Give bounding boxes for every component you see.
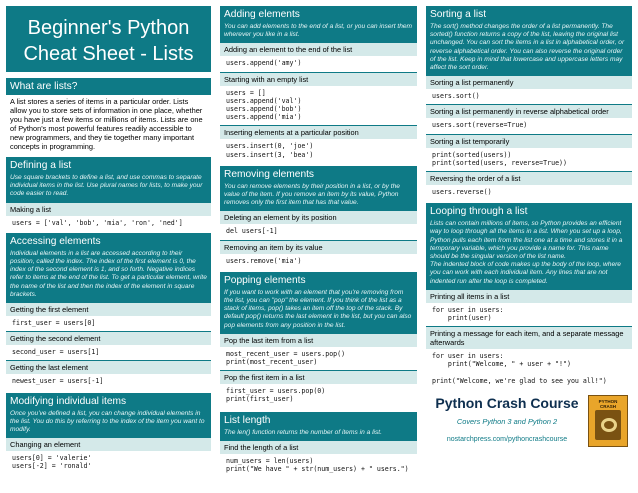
page-title [6, 6, 211, 72]
reverse-order-subhead: Reversing the order of a list [426, 171, 632, 185]
remove-code: users.remove('mia') [220, 254, 417, 269]
column-3 [426, 6, 632, 489]
sort-temporary-code: print(sorted(users)) print(sorted(users, reverse=True)) [426, 148, 632, 171]
section-sorting-heading: Sorting a list [426, 6, 632, 23]
section-accessing-intro: Individual elements in a list are accessed according to their position, called the index. The index of the first element is 0, the index of the second element is 1, and so forth. Negative indices refer to items at the end of the list. To get a particular element, write the name of the list and then the index of the element in square brackets. [6, 250, 211, 302]
first-element-subhead: Getting the first element [6, 302, 211, 316]
title-line-1: Beginner's Python [27, 17, 190, 39]
last-element-subhead: Getting the last element [6, 360, 211, 374]
section-adding-intro: You can add elements to the end of a list, or you can insert them wherever you like in a list. [220, 23, 417, 42]
book-cover-title: PYTHON CRASH [598, 399, 618, 410]
section-defining-heading: Defining a list [6, 157, 211, 174]
book-url-link[interactable]: nostarchpress.com/pythoncrashcourse [446, 436, 568, 444]
book-subtitle: Covers Python 3 and Python 2 [456, 417, 558, 427]
section-modifying-heading: Modifying individual items [6, 393, 211, 410]
insert-code: users.insert(0, 'joe') users.insert(3, 'bea') [220, 139, 417, 162]
pop-first-code: first_user = users.pop(0) print(first_user) [220, 384, 417, 407]
second-element-subhead: Getting the second element [6, 331, 211, 345]
section-length-intro: The len() function returns the number of items in a list. [220, 429, 417, 440]
section-what-are-lists-body: A list stores a series of items in a particular order. Lists allow you to store sets of information in one place, whether you have just a few items or millions of items. Lists are one of Python's most powerful features readily accessible to new programmers, and they tie together many important concepts in programming. [6, 95, 211, 154]
section-modifying-intro: Once you've defined a list, you can change individual elements in the list. You do this by referring to the index of the item you want to modify. [6, 410, 211, 438]
print-message-code: for user in users: print("Welcome, " + user + "!") print("Welcome, we're glad to see you all!") [426, 349, 632, 389]
section-sorting-intro: The sort() method changes the order of a list permanently. The sorted() function returns a copy of the list, leaving the original list unchanged. You can sort the items in a list in alphabetical order, or reverse alphabetical order. You can also reverse the original order of the list. Keep in mind that lowercase and uppercase letters may affect the sort order. [426, 23, 632, 75]
column-2 [220, 6, 417, 489]
making-list-code: users = ['val', 'bob', 'mia', 'ron', 'ned'] [6, 216, 211, 231]
empty-list-subhead: Starting with an empty list [220, 72, 417, 86]
pop-first-subhead: Pop the first item in a list [220, 370, 417, 384]
first-element-code: first_user = users[0] [6, 316, 211, 331]
book-cover-image [588, 395, 628, 447]
section-popping-intro: If you want to work with an element that you're removing from the list, you can "pop" the element. If you think of the list as a stack of items, pop() takes an item off the top of the stack. By default pop() returns the last element in the list, but you can also pop elements from any position in the list. [220, 289, 417, 333]
append-code: users.append('amy') [220, 56, 417, 71]
title-line-2: Cheat Sheet - Lists [23, 43, 194, 65]
delete-subhead: Deleting an element by its position [220, 210, 417, 224]
section-length-heading: List length [220, 412, 417, 429]
length-code: num_users = len(users) print("We have " + str(num_users) + " users.") [220, 454, 417, 477]
snake-icon [601, 418, 617, 432]
section-removing-intro: You can remove elements by their position in a list, or by the value of the item. If you remove an item by its value, Python removes only the first item that has that value. [220, 183, 417, 211]
changing-element-subhead: Changing an element [6, 437, 211, 451]
book-title: Python Crash Course [435, 395, 579, 412]
sort-permanent-code: users.sort() [426, 89, 632, 104]
section-looping-heading: Looping through a list [426, 203, 632, 220]
sort-reverse-subhead: Sorting a list permanently in reverse alphabetical order [426, 104, 632, 118]
second-element-code: second_user = users[1] [6, 345, 211, 360]
sort-temporary-subhead: Sorting a list temporarily [426, 134, 632, 148]
sort-permanent-subhead: Sorting a list permanently [426, 75, 632, 89]
reverse-order-code: users.reverse() [426, 185, 632, 200]
length-subhead: Find the length of a list [220, 440, 417, 454]
book-promo-text [430, 395, 584, 447]
section-what-are-lists-heading: What are lists? [6, 78, 211, 95]
delete-code: del users[-1] [220, 224, 417, 239]
print-items-subhead: Printing all items in a list [426, 289, 632, 303]
remove-subhead: Removing an item by its value [220, 240, 417, 254]
print-items-code: for user in users: print(user) [426, 303, 632, 326]
column-1 [6, 6, 211, 489]
book-promo [426, 389, 632, 451]
sort-reverse-code: users.sort(reverse=True) [426, 118, 632, 133]
section-removing-heading: Removing elements [220, 166, 417, 183]
empty-list-code: users = [] users.append('val') users.append('bob') users.append('mia') [220, 86, 417, 126]
pop-last-code: most_recent_user = users.pop() print(most_recent_user) [220, 347, 417, 370]
section-popping-heading: Popping elements [220, 272, 417, 289]
last-element-code: newest_user = users[-1] [6, 374, 211, 389]
section-adding-heading: Adding elements [220, 6, 417, 23]
section-defining-intro: Use square brackets to define a list, and use commas to separate individual items in the list. Use plural names for lists, to make your code easier to read. [6, 174, 211, 202]
changing-element-code: users[0] = 'valerie' users[-2] = 'ronald' [6, 451, 211, 474]
insert-subhead: Inserting elements at a particular position [220, 125, 417, 139]
append-subhead: Adding an element to the end of the list [220, 42, 417, 56]
section-looping-intro: Lists can contain millions of items, so Python provides an efficient way to loop through all the items in a list. When you set up a loop, Python pulls each item from the list one at a time and stores it in a temporary variable, which you provide a name for. This name should be the singular version of the list name. The indented block of code makes up the body of the loop, where you can work with each individual item. Any lines that are not indented run after the loop is completed. [426, 220, 632, 289]
section-accessing-heading: Accessing elements [6, 233, 211, 250]
pop-last-subhead: Pop the last item from a list [220, 333, 417, 347]
making-list-subhead: Making a list [6, 202, 211, 216]
print-message-subhead: Printing a message for each item, and a separate message afterwards [426, 326, 632, 349]
